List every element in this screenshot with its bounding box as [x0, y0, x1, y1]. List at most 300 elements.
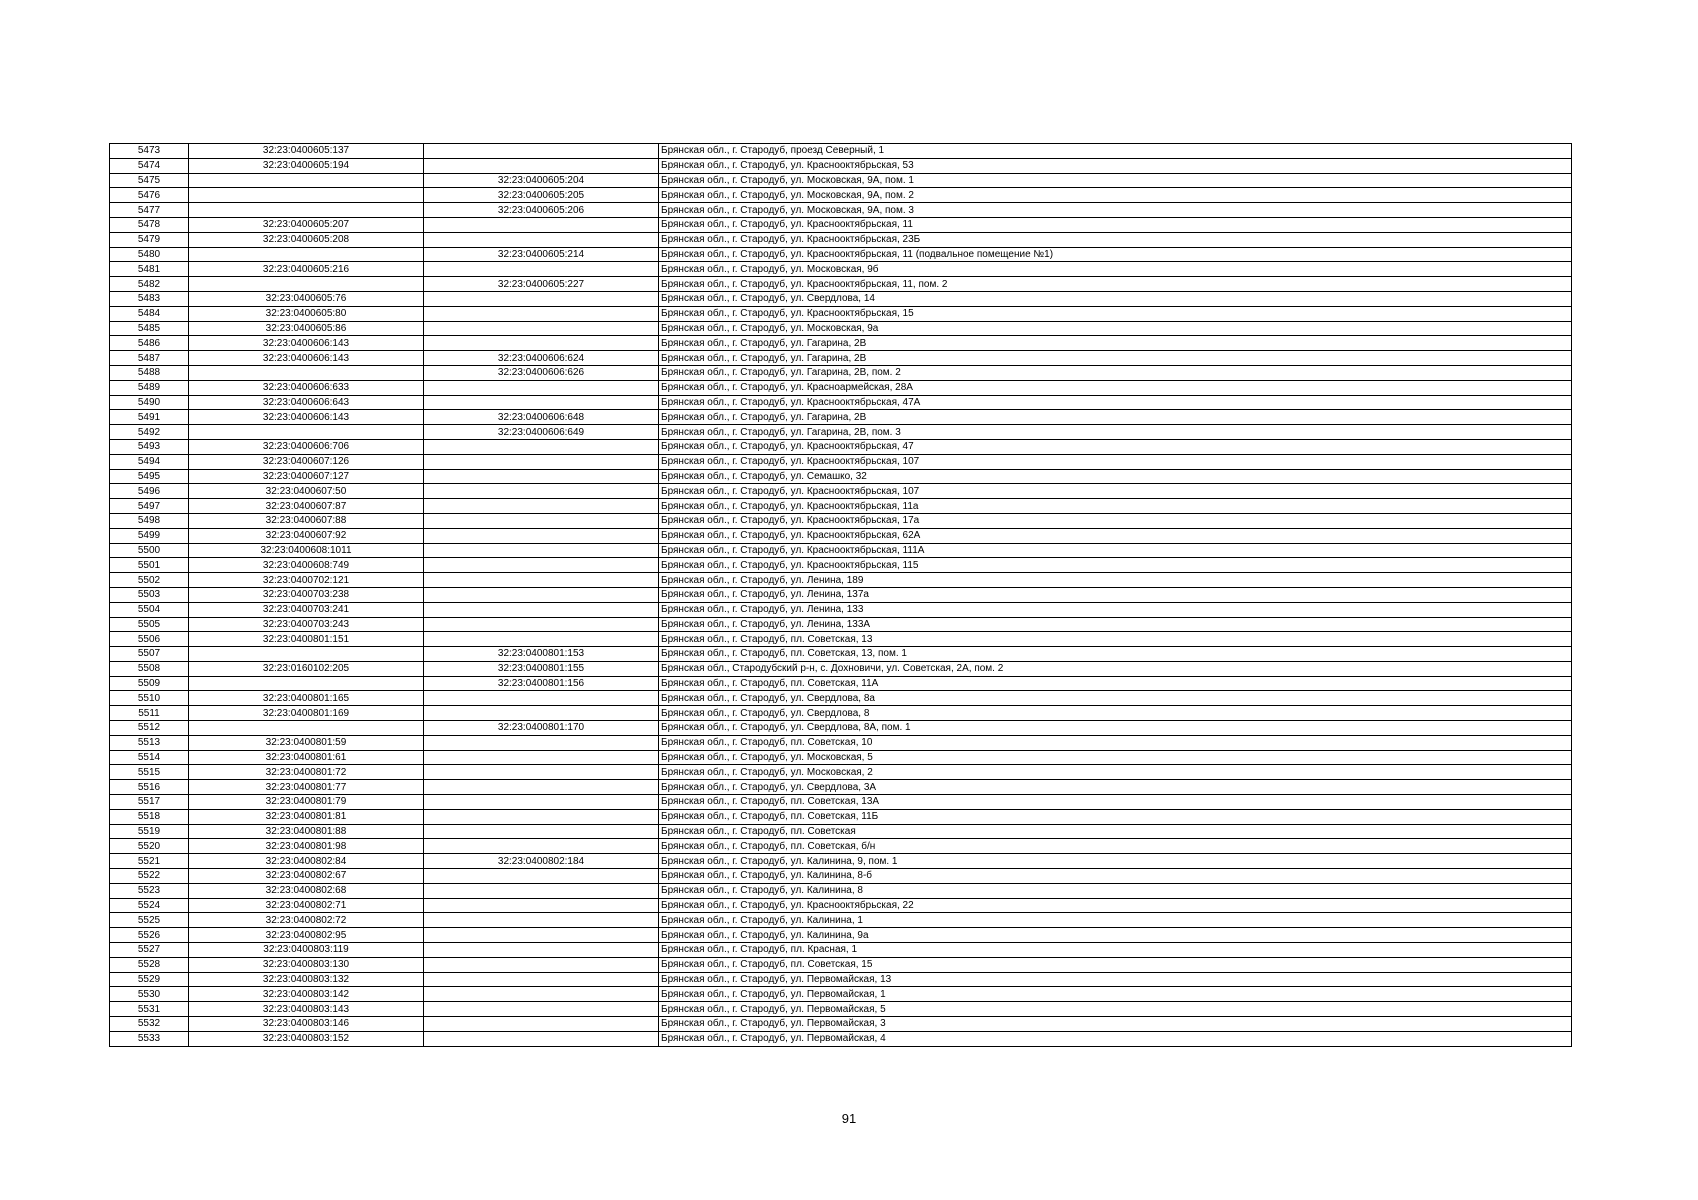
address-cell: Брянская обл., г. Стародуб, ул. Краснооктябрьская, 53 — [659, 158, 1572, 173]
cadastral-number-cell: 32:23:0400607:92 — [189, 528, 424, 543]
address-cell: Брянская обл., г. Стародуб, ул. Краснооктябрьская, 15 — [659, 306, 1572, 321]
premises-cadastral-number-cell — [424, 454, 659, 469]
table-row — [110, 484, 1572, 499]
premises-cadastral-number-cell: 32:23:0400606:626 — [424, 365, 659, 380]
address-cell: Брянская обл., г. Стародуб, ул. Краснооктябрьская, 11 — [659, 217, 1572, 232]
address-cell: Брянская обл., г. Стародуб, ул. Краснооктябрьская, 22 — [659, 898, 1572, 913]
address-cell: Брянская обл., г. Стародуб, ул. Калинина, 1 — [659, 913, 1572, 928]
table-row — [110, 365, 1572, 380]
premises-cadastral-number-cell — [424, 809, 659, 824]
row-number-cell: 5517 — [110, 795, 189, 810]
cadastral-number-cell: 32:23:0400607:88 — [189, 513, 424, 528]
premises-cadastral-number-cell: 32:23:0400606:649 — [424, 425, 659, 440]
cadastral-number-cell: 32:23:0400607:50 — [189, 484, 424, 499]
table-row — [110, 795, 1572, 810]
cadastral-number-cell: 32:23:0400607:127 — [189, 469, 424, 484]
premises-cadastral-number-cell — [424, 602, 659, 617]
cadastral-number-cell — [189, 647, 424, 662]
row-number-cell: 5480 — [110, 247, 189, 262]
cadastral-number-cell: 32:23:0400606:643 — [189, 395, 424, 410]
cadastral-number-cell: 32:23:0400802:71 — [189, 898, 424, 913]
address-cell: Брянская обл., г. Стародуб, ул. Первомайская, 13 — [659, 972, 1572, 987]
address-cell: Брянская обл., г. Стародуб, ул. Краснооктябрьская, 47 — [659, 439, 1572, 454]
premises-cadastral-number-cell — [424, 1002, 659, 1017]
row-number-cell: 5523 — [110, 883, 189, 898]
address-cell: Брянская обл., г. Стародуб, ул. Краснооктябрьская, 62А — [659, 528, 1572, 543]
address-cell: Брянская обл., г. Стародуб, ул. Краснооктябрьская, 107 — [659, 484, 1572, 499]
row-number-cell: 5499 — [110, 528, 189, 543]
address-cell: Брянская обл., г. Стародуб, ул. Краснооктябрьская, 23Б — [659, 232, 1572, 247]
cadastral-number-cell: 32:23:0400801:61 — [189, 750, 424, 765]
premises-cadastral-number-cell: 32:23:0400605:227 — [424, 277, 659, 292]
cadastral-number-cell: 32:23:0400703:243 — [189, 617, 424, 632]
table-row — [110, 972, 1572, 987]
premises-cadastral-number-cell — [424, 943, 659, 958]
row-number-cell: 5488 — [110, 365, 189, 380]
row-number-cell: 5527 — [110, 943, 189, 958]
address-cell: Брянская обл., г. Стародуб, ул. Московская, 9А, пом. 2 — [659, 188, 1572, 203]
cadastral-number-cell — [189, 277, 424, 292]
address-cell: Брянская обл., г. Стародуб, пл. Советская, 10 — [659, 735, 1572, 750]
premises-cadastral-number-cell — [424, 573, 659, 588]
address-cell: Брянская обл., г. Стародуб, ул. Московская, 9А, пом. 1 — [659, 173, 1572, 188]
premises-cadastral-number-cell — [424, 913, 659, 928]
row-number-cell: 5532 — [110, 1017, 189, 1032]
cadastral-number-cell: 32:23:0400608:1011 — [189, 543, 424, 558]
address-cell: Брянская обл., г. Стародуб, проезд Северный, 1 — [659, 144, 1572, 159]
table-row — [110, 854, 1572, 869]
row-number-cell: 5522 — [110, 869, 189, 884]
table-row — [110, 558, 1572, 573]
table-row — [110, 750, 1572, 765]
cadastral-number-cell: 32:23:0400803:146 — [189, 1017, 424, 1032]
table-row — [110, 824, 1572, 839]
table-row — [110, 454, 1572, 469]
address-cell: Брянская обл., г. Стародуб, пл. Советская — [659, 824, 1572, 839]
cadastral-number-cell: 32:23:0400801:59 — [189, 735, 424, 750]
address-cell: Брянская обл., г. Стародуб, ул. Первомайская, 3 — [659, 1017, 1572, 1032]
row-number-cell: 5510 — [110, 691, 189, 706]
premises-cadastral-number-cell — [424, 528, 659, 543]
address-cell: Брянская обл., г. Стародуб, ул. Гагарина, 2В — [659, 410, 1572, 425]
premises-cadastral-number-cell — [424, 469, 659, 484]
address-cell: Брянская обл., г. Стародуб, ул. Свердлова, 3А — [659, 780, 1572, 795]
table-row — [110, 543, 1572, 558]
premises-cadastral-number-cell — [424, 291, 659, 306]
row-number-cell: 5521 — [110, 854, 189, 869]
table-row — [110, 144, 1572, 159]
row-number-cell: 5482 — [110, 277, 189, 292]
premises-cadastral-number-cell: 32:23:0400606:624 — [424, 351, 659, 366]
row-number-cell: 5503 — [110, 587, 189, 602]
table-row — [110, 780, 1572, 795]
table-row — [110, 1017, 1572, 1032]
row-number-cell: 5529 — [110, 972, 189, 987]
premises-cadastral-number-cell — [424, 691, 659, 706]
premises-cadastral-number-cell — [424, 513, 659, 528]
table-row — [110, 158, 1572, 173]
premises-cadastral-number-cell — [424, 484, 659, 499]
cadastral-number-cell: 32:23:0400801:169 — [189, 706, 424, 721]
premises-cadastral-number-cell: 32:23:0400801:170 — [424, 721, 659, 736]
table-row — [110, 528, 1572, 543]
premises-cadastral-number-cell — [424, 839, 659, 854]
table-row — [110, 573, 1572, 588]
table-row — [110, 661, 1572, 676]
cadastral-number-cell: 32:23:0400801:77 — [189, 780, 424, 795]
table-row — [110, 632, 1572, 647]
registry-table-body — [110, 144, 1572, 1047]
address-cell: Брянская обл., г. Стародуб, ул. Гагарина, 2В, пом. 3 — [659, 425, 1572, 440]
table-row — [110, 173, 1572, 188]
row-number-cell: 5473 — [110, 144, 189, 159]
table-row — [110, 469, 1572, 484]
row-number-cell: 5474 — [110, 158, 189, 173]
address-cell: Брянская обл., г. Стародуб, ул. Московская, 5 — [659, 750, 1572, 765]
row-number-cell: 5485 — [110, 321, 189, 336]
row-number-cell: 5486 — [110, 336, 189, 351]
premises-cadastral-number-cell — [424, 439, 659, 454]
row-number-cell: 5498 — [110, 513, 189, 528]
cadastral-number-cell: 32:23:0400606:633 — [189, 380, 424, 395]
cadastral-number-cell — [189, 721, 424, 736]
cadastral-number-cell: 32:23:0400801:79 — [189, 795, 424, 810]
address-cell: Брянская обл., г. Стародуб, пл. Советская, 11Б — [659, 809, 1572, 824]
row-number-cell: 5501 — [110, 558, 189, 573]
premises-cadastral-number-cell — [424, 824, 659, 839]
address-cell: Брянская обл., г. Стародуб, ул. Гагарина, 2В — [659, 336, 1572, 351]
cadastral-number-cell: 32:23:0400605:80 — [189, 306, 424, 321]
table-row — [110, 647, 1572, 662]
row-number-cell: 5477 — [110, 203, 189, 218]
premises-cadastral-number-cell — [424, 735, 659, 750]
cadastral-number-cell — [189, 173, 424, 188]
table-row — [110, 321, 1572, 336]
premises-cadastral-number-cell: 32:23:0400606:648 — [424, 410, 659, 425]
premises-cadastral-number-cell: 32:23:0400605:204 — [424, 173, 659, 188]
row-number-cell: 5512 — [110, 721, 189, 736]
address-cell: Брянская обл., г. Стародуб, ул. Красноармейская, 28А — [659, 380, 1572, 395]
cadastral-number-cell: 32:23:0400608:749 — [189, 558, 424, 573]
table-row — [110, 839, 1572, 854]
table-row — [110, 262, 1572, 277]
row-number-cell: 5528 — [110, 957, 189, 972]
row-number-cell: 5489 — [110, 380, 189, 395]
cadastral-number-cell: 32:23:0400703:241 — [189, 602, 424, 617]
cadastral-number-cell: 32:23:0400606:706 — [189, 439, 424, 454]
row-number-cell: 5502 — [110, 573, 189, 588]
row-number-cell: 5530 — [110, 987, 189, 1002]
premises-cadastral-number-cell — [424, 987, 659, 1002]
address-cell: Брянская обл., г. Стародуб, ул. Свердлова, 8а — [659, 691, 1572, 706]
row-number-cell: 5509 — [110, 676, 189, 691]
address-cell: Брянская обл., Стародубский р-н, с. Дохновичи, ул. Советская, 2А, пом. 2 — [659, 661, 1572, 676]
table-row — [110, 898, 1572, 913]
row-number-cell: 5506 — [110, 632, 189, 647]
cadastral-number-cell: 32:23:0400605:216 — [189, 262, 424, 277]
table-row — [110, 513, 1572, 528]
cadastral-number-cell — [189, 676, 424, 691]
row-number-cell: 5514 — [110, 750, 189, 765]
address-cell: Брянская обл., г. Стародуб, ул. Первомайская, 5 — [659, 1002, 1572, 1017]
row-number-cell: 5525 — [110, 913, 189, 928]
cadastral-number-cell: 32:23:0400802:68 — [189, 883, 424, 898]
premises-cadastral-number-cell: 32:23:0400801:156 — [424, 676, 659, 691]
table-row — [110, 809, 1572, 824]
cadastral-number-cell: 32:23:0400607:126 — [189, 454, 424, 469]
cadastral-number-cell: 32:23:0400607:87 — [189, 499, 424, 514]
premises-cadastral-number-cell — [424, 883, 659, 898]
address-cell: Брянская обл., г. Стародуб, пл. Советская, 13 — [659, 632, 1572, 647]
address-cell: Брянская обл., г. Стародуб, пл. Советская, б/н — [659, 839, 1572, 854]
premises-cadastral-number-cell: 32:23:0400801:155 — [424, 661, 659, 676]
row-number-cell: 5490 — [110, 395, 189, 410]
address-cell: Брянская обл., г. Стародуб, ул. Калинина, 9, пом. 1 — [659, 854, 1572, 869]
cadastral-registry-table — [109, 143, 1572, 1047]
row-number-cell: 5516 — [110, 780, 189, 795]
table-row — [110, 735, 1572, 750]
address-cell: Брянская обл., г. Стародуб, ул. Ленина, 133 — [659, 602, 1572, 617]
premises-cadastral-number-cell — [424, 898, 659, 913]
address-cell: Брянская обл., г. Стародуб, ул. Краснооктябрьская, 47А — [659, 395, 1572, 410]
cadastral-number-cell: 32:23:0400802:95 — [189, 928, 424, 943]
premises-cadastral-number-cell — [424, 780, 659, 795]
cadastral-number-cell: 32:23:0400803:143 — [189, 1002, 424, 1017]
table-row — [110, 306, 1572, 321]
premises-cadastral-number-cell — [424, 928, 659, 943]
row-number-cell: 5515 — [110, 765, 189, 780]
table-row — [110, 602, 1572, 617]
address-cell: Брянская обл., г. Стародуб, ул. Калинина, 9а — [659, 928, 1572, 943]
address-cell: Брянская обл., г. Стародуб, ул. Краснооктябрьская, 107 — [659, 454, 1572, 469]
cadastral-number-cell — [189, 203, 424, 218]
premises-cadastral-number-cell — [424, 869, 659, 884]
table-row — [110, 869, 1572, 884]
cadastral-number-cell: 32:23:0400803:142 — [189, 987, 424, 1002]
address-cell: Брянская обл., г. Стародуб, ул. Краснооктябрьская, 11 (подвальное помещение №1) — [659, 247, 1572, 262]
row-number-cell: 5518 — [110, 809, 189, 824]
address-cell: Брянская обл., г. Стародуб, ул. Гагарина, 2В — [659, 351, 1572, 366]
table-row — [110, 395, 1572, 410]
row-number-cell: 5513 — [110, 735, 189, 750]
row-number-cell: 5484 — [110, 306, 189, 321]
cadastral-number-cell: 32:23:0400802:72 — [189, 913, 424, 928]
table-row — [110, 439, 1572, 454]
cadastral-number-cell: 32:23:0400606:143 — [189, 410, 424, 425]
table-row — [110, 291, 1572, 306]
address-cell: Брянская обл., г. Стародуб, ул. Краснооктябрьская, 115 — [659, 558, 1572, 573]
cadastral-number-cell: 32:23:0400606:143 — [189, 336, 424, 351]
cadastral-number-cell: 32:23:0400803:119 — [189, 943, 424, 958]
cadastral-number-cell — [189, 365, 424, 380]
row-number-cell: 5483 — [110, 291, 189, 306]
premises-cadastral-number-cell: 32:23:0400802:184 — [424, 854, 659, 869]
cadastral-number-cell: 32:23:0400803:152 — [189, 1031, 424, 1046]
premises-cadastral-number-cell — [424, 795, 659, 810]
table-row — [110, 188, 1572, 203]
table-row — [110, 351, 1572, 366]
table-row — [110, 425, 1572, 440]
premises-cadastral-number-cell — [424, 262, 659, 277]
row-number-cell: 5478 — [110, 217, 189, 232]
row-number-cell: 5492 — [110, 425, 189, 440]
premises-cadastral-number-cell — [424, 587, 659, 602]
row-number-cell: 5508 — [110, 661, 189, 676]
table-row — [110, 336, 1572, 351]
address-cell: Брянская обл., г. Стародуб, ул. Семашко, 32 — [659, 469, 1572, 484]
premises-cadastral-number-cell — [424, 957, 659, 972]
cadastral-number-cell: 32:23:0400605:208 — [189, 232, 424, 247]
address-cell: Брянская обл., г. Стародуб, ул. Краснооктябрьская, 11, пом. 2 — [659, 277, 1572, 292]
premises-cadastral-number-cell — [424, 632, 659, 647]
table-row — [110, 721, 1572, 736]
cadastral-number-cell: 32:23:0160102:205 — [189, 661, 424, 676]
cadastral-number-cell — [189, 425, 424, 440]
row-number-cell: 5500 — [110, 543, 189, 558]
premises-cadastral-number-cell — [424, 972, 659, 987]
table-row — [110, 380, 1572, 395]
table-row — [110, 943, 1572, 958]
row-number-cell: 5520 — [110, 839, 189, 854]
premises-cadastral-number-cell — [424, 765, 659, 780]
address-cell: Брянская обл., г. Стародуб, ул. Московская, 9б — [659, 262, 1572, 277]
address-cell: Брянская обл., г. Стародуб, ул. Первомайская, 1 — [659, 987, 1572, 1002]
premises-cadastral-number-cell — [424, 232, 659, 247]
cadastral-number-cell: 32:23:0400802:84 — [189, 854, 424, 869]
address-cell: Брянская обл., г. Стародуб, пл. Советская, 11А — [659, 676, 1572, 691]
table-row — [110, 1031, 1572, 1046]
table-row — [110, 706, 1572, 721]
premises-cadastral-number-cell — [424, 336, 659, 351]
premises-cadastral-number-cell: 32:23:0400605:206 — [424, 203, 659, 218]
cadastral-number-cell: 32:23:0400802:67 — [189, 869, 424, 884]
premises-cadastral-number-cell — [424, 306, 659, 321]
table-row — [110, 1002, 1572, 1017]
premises-cadastral-number-cell — [424, 617, 659, 632]
address-cell: Брянская обл., г. Стародуб, ул. Ленина, 133А — [659, 617, 1572, 632]
table-row — [110, 277, 1572, 292]
table-row — [110, 410, 1572, 425]
table-row — [110, 765, 1572, 780]
cadastral-number-cell: 32:23:0400605:194 — [189, 158, 424, 173]
address-cell: Брянская обл., г. Стародуб, пл. Красная, 1 — [659, 943, 1572, 958]
row-number-cell: 5494 — [110, 454, 189, 469]
premises-cadastral-number-cell: 32:23:0400605:214 — [424, 247, 659, 262]
address-cell: Брянская обл., г. Стародуб, ул. Свердлова, 8А, пом. 1 — [659, 721, 1572, 736]
address-cell: Брянская обл., г. Стародуб, ул. Краснооктябрьская, 111А — [659, 543, 1572, 558]
table-row — [110, 587, 1572, 602]
premises-cadastral-number-cell — [424, 380, 659, 395]
row-number-cell: 5491 — [110, 410, 189, 425]
cadastral-number-cell: 32:23:0400703:238 — [189, 587, 424, 602]
premises-cadastral-number-cell — [424, 217, 659, 232]
address-cell: Брянская обл., г. Стародуб, ул. Московская, 9А, пом. 3 — [659, 203, 1572, 218]
address-cell: Брянская обл., г. Стародуб, ул. Свердлова, 14 — [659, 291, 1572, 306]
table-row — [110, 928, 1572, 943]
row-number-cell: 5505 — [110, 617, 189, 632]
cadastral-number-cell: 32:23:0400803:130 — [189, 957, 424, 972]
row-number-cell: 5531 — [110, 1002, 189, 1017]
table-row — [110, 676, 1572, 691]
row-number-cell: 5496 — [110, 484, 189, 499]
address-cell: Брянская обл., г. Стародуб, пл. Советская, 13А — [659, 795, 1572, 810]
premises-cadastral-number-cell — [424, 750, 659, 765]
row-number-cell: 5526 — [110, 928, 189, 943]
address-cell: Брянская обл., г. Стародуб, ул. Ленина, 189 — [659, 573, 1572, 588]
page-number: 91 — [841, 1111, 857, 1126]
address-cell: Брянская обл., г. Стародуб, пл. Советская, 15 — [659, 957, 1572, 972]
cadastral-number-cell: 32:23:0400605:207 — [189, 217, 424, 232]
premises-cadastral-number-cell — [424, 144, 659, 159]
table-row — [110, 232, 1572, 247]
cadastral-number-cell: 32:23:0400606:143 — [189, 351, 424, 366]
premises-cadastral-number-cell — [424, 1017, 659, 1032]
address-cell: Брянская обл., г. Стародуб, ул. Московская, 9а — [659, 321, 1572, 336]
cadastral-number-cell: 32:23:0400801:72 — [189, 765, 424, 780]
row-number-cell: 5524 — [110, 898, 189, 913]
row-number-cell: 5481 — [110, 262, 189, 277]
address-cell: Брянская обл., г. Стародуб, ул. Калинина, 8-б — [659, 869, 1572, 884]
cadastral-number-cell: 32:23:0400605:86 — [189, 321, 424, 336]
row-number-cell: 5487 — [110, 351, 189, 366]
row-number-cell: 5519 — [110, 824, 189, 839]
row-number-cell: 5495 — [110, 469, 189, 484]
table-row — [110, 247, 1572, 262]
table-row — [110, 883, 1572, 898]
cadastral-number-cell: 32:23:0400801:88 — [189, 824, 424, 839]
row-number-cell: 5476 — [110, 188, 189, 203]
address-cell: Брянская обл., г. Стародуб, ул. Свердлова, 8 — [659, 706, 1572, 721]
cadastral-number-cell: 32:23:0400605:137 — [189, 144, 424, 159]
premises-cadastral-number-cell — [424, 706, 659, 721]
row-number-cell: 5507 — [110, 647, 189, 662]
row-number-cell: 5475 — [110, 173, 189, 188]
row-number-cell: 5497 — [110, 499, 189, 514]
premises-cadastral-number-cell — [424, 543, 659, 558]
address-cell: Брянская обл., г. Стародуб, ул. Краснооктябрьская, 11а — [659, 499, 1572, 514]
address-cell: Брянская обл., г. Стародуб, ул. Гагарина, 2В, пом. 2 — [659, 365, 1572, 380]
cadastral-number-cell: 32:23:0400801:81 — [189, 809, 424, 824]
premises-cadastral-number-cell — [424, 395, 659, 410]
address-cell: Брянская обл., г. Стародуб, ул. Краснооктябрьская, 17а — [659, 513, 1572, 528]
premises-cadastral-number-cell: 32:23:0400605:205 — [424, 188, 659, 203]
table-row — [110, 913, 1572, 928]
table-row — [110, 217, 1572, 232]
cadastral-number-cell — [189, 247, 424, 262]
cadastral-number-cell: 32:23:0400605:76 — [189, 291, 424, 306]
cadastral-number-cell: 32:23:0400803:132 — [189, 972, 424, 987]
address-cell: Брянская обл., г. Стародуб, ул. Первомайская, 4 — [659, 1031, 1572, 1046]
table-row — [110, 203, 1572, 218]
cadastral-number-cell: 32:23:0400702:121 — [189, 573, 424, 588]
address-cell: Брянская обл., г. Стародуб, ул. Ленина, 137а — [659, 587, 1572, 602]
row-number-cell: 5533 — [110, 1031, 189, 1046]
premises-cadastral-number-cell — [424, 558, 659, 573]
table-row — [110, 617, 1572, 632]
table-row — [110, 957, 1572, 972]
table-row — [110, 987, 1572, 1002]
premises-cadastral-number-cell — [424, 321, 659, 336]
address-cell: Брянская обл., г. Стародуб, ул. Московская, 2 — [659, 765, 1572, 780]
premises-cadastral-number-cell: 32:23:0400801:153 — [424, 647, 659, 662]
cadastral-number-cell: 32:23:0400801:165 — [189, 691, 424, 706]
cadastral-number-cell: 32:23:0400801:98 — [189, 839, 424, 854]
cadastral-number-cell: 32:23:0400801:151 — [189, 632, 424, 647]
table-row — [110, 691, 1572, 706]
premises-cadastral-number-cell — [424, 499, 659, 514]
address-cell: Брянская обл., г. Стародуб, ул. Калинина, 8 — [659, 883, 1572, 898]
address-cell: Брянская обл., г. Стародуб, пл. Советская, 13, пом. 1 — [659, 647, 1572, 662]
